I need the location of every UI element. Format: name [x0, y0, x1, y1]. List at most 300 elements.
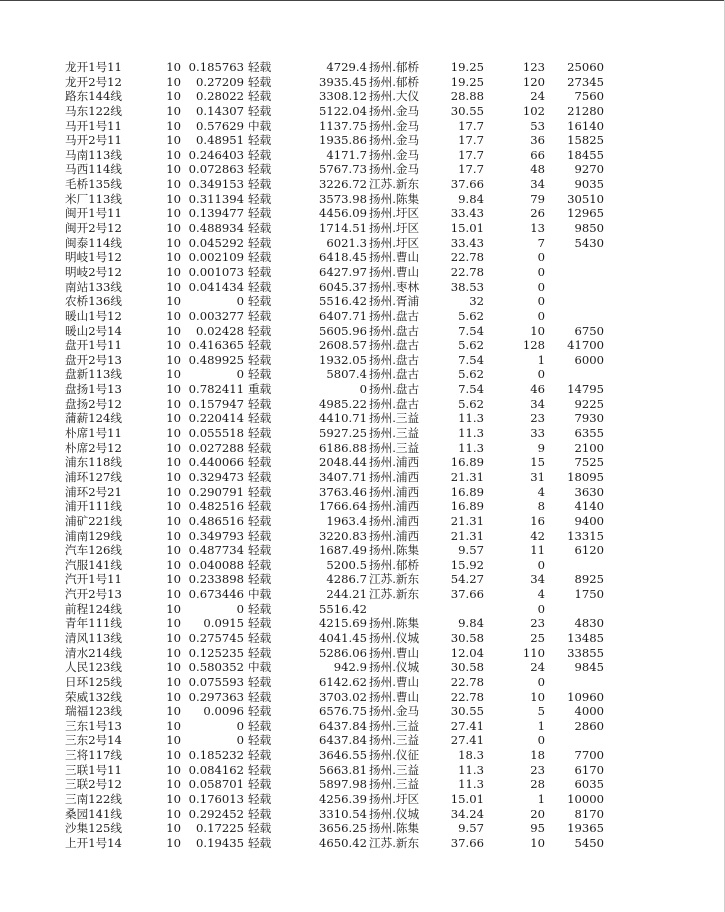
table-row	[0, 499, 725, 514]
voltage-cell: 10	[166, 250, 181, 265]
load-rate-cell: 0.27209	[196, 74, 244, 89]
line-name-cell: 农桥136线	[65, 294, 122, 309]
distance-cell: 37.66	[450, 587, 484, 602]
load-status-cell: 轻载	[248, 338, 272, 353]
line-name-cell: 马南113线	[65, 147, 122, 162]
load-status-cell: 轻载	[248, 323, 272, 338]
load-rate-cell: 0.001073	[188, 264, 244, 279]
distance-cell: 33.43	[450, 206, 484, 221]
voltage-cell: 10	[166, 118, 181, 133]
load-status-cell: 轻载	[248, 499, 272, 514]
voltage-cell: 10	[166, 206, 181, 221]
value-cell: 6186.88	[319, 440, 367, 455]
voltage-cell: 10	[166, 89, 181, 104]
area-cell: 扬州.盘古	[369, 367, 420, 382]
line-name-cell: 浦环127线	[65, 469, 122, 484]
load-status-cell: 轻载	[248, 367, 272, 382]
load-status-cell: 轻载	[248, 513, 272, 528]
load-rate-cell: 0.673446	[188, 587, 244, 602]
count-cell: 53	[530, 118, 545, 133]
area-cell: 扬州.浦西	[369, 499, 420, 514]
load-status-cell: 重载	[248, 382, 272, 397]
voltage-cell: 10	[166, 835, 181, 850]
capacity-cell: 14795	[567, 382, 604, 397]
line-name-cell: 路东144线	[65, 89, 122, 104]
area-cell: 扬州.浦西	[369, 513, 420, 528]
area-cell: 扬州.仪城	[369, 806, 420, 821]
capacity-cell: 7700	[574, 748, 604, 763]
distance-cell: 54.27	[450, 572, 484, 587]
value-cell: 4215.69	[319, 616, 367, 631]
capacity-cell: 41700	[567, 338, 604, 353]
load-status-cell: 轻载	[248, 352, 272, 367]
load-rate-cell: 0.14307	[196, 103, 244, 118]
capacity-cell: 4140	[574, 499, 604, 514]
area-cell: 扬州.金马	[369, 103, 420, 118]
voltage-cell: 10	[166, 294, 181, 309]
distance-cell: 11.3	[458, 426, 484, 441]
line-name-cell: 马西114线	[65, 162, 122, 177]
area-cell: 扬州.三益	[369, 733, 420, 748]
area-cell: 扬州.三益	[369, 426, 420, 441]
count-cell: 0	[537, 733, 545, 748]
load-rate-cell: 0.19435	[196, 835, 244, 850]
load-status-cell: 轻载	[248, 733, 272, 748]
line-name-cell: 蒲薪124线	[65, 411, 122, 426]
load-status-cell: 轻载	[248, 162, 272, 177]
value-cell: 3703.02	[319, 689, 367, 704]
distance-cell: 27.41	[450, 718, 484, 733]
area-cell: 扬州.陈集	[369, 543, 420, 558]
distance-cell: 22.78	[450, 689, 484, 704]
distance-cell: 11.3	[458, 440, 484, 455]
line-name-cell: 闽开1号11	[65, 206, 122, 221]
table-row	[0, 367, 725, 382]
load-status-cell: 轻载	[248, 557, 272, 572]
line-name-cell: 盘开2号13	[65, 352, 122, 367]
capacity-cell: 13315	[567, 528, 604, 543]
load-status-cell: 中载	[248, 587, 272, 602]
count-cell: 23	[530, 616, 545, 631]
load-status-cell: 中载	[248, 660, 272, 675]
value-cell: 4256.39	[319, 792, 367, 807]
table-row	[0, 631, 725, 646]
voltage-cell: 10	[166, 279, 181, 294]
capacity-cell: 30510	[567, 191, 604, 206]
count-cell: 128	[522, 338, 545, 353]
value-cell: 3573.98	[319, 191, 367, 206]
distance-cell: 30.55	[450, 704, 484, 719]
line-name-cell: 清水214线	[65, 645, 122, 660]
value-cell: 3226.72	[319, 177, 367, 192]
table-row	[0, 265, 725, 280]
table-row	[0, 294, 725, 309]
distance-cell: 19.25	[450, 60, 484, 74]
line-name-cell: 米厂113线	[65, 191, 122, 206]
table-row	[0, 543, 725, 558]
voltage-cell: 10	[166, 411, 181, 426]
value-cell: 4985.22	[319, 396, 367, 411]
table-row	[0, 719, 725, 734]
voltage-cell: 10	[166, 572, 181, 587]
distance-cell: 7.54	[458, 382, 484, 397]
count-cell: 1	[537, 718, 545, 733]
line-name-cell: 暖山1号12	[65, 308, 122, 323]
area-cell: 扬州.金马	[369, 133, 420, 148]
value-cell: 4286.7	[326, 572, 367, 587]
voltage-cell: 10	[166, 147, 181, 162]
count-cell: 34	[530, 177, 545, 192]
capacity-cell: 9400	[574, 513, 604, 528]
line-name-cell: 沙集125线	[65, 821, 122, 836]
load-rate-cell: 0	[236, 294, 244, 309]
load-rate-cell: 0.003277	[188, 308, 244, 323]
count-cell: 4	[537, 587, 545, 602]
load-status-cell: 轻载	[248, 469, 272, 484]
line-name-cell: 朴席2号12	[65, 440, 122, 455]
line-name-cell: 盘扬1号13	[65, 382, 122, 397]
count-cell: 0	[537, 279, 545, 294]
value-cell: 6418.45	[319, 250, 367, 265]
table-row	[0, 89, 725, 104]
table-row	[0, 675, 725, 690]
table-row	[0, 324, 725, 339]
table-row	[0, 75, 725, 90]
load-rate-cell: 0	[236, 367, 244, 382]
line-name-cell: 南站133线	[65, 279, 122, 294]
voltage-cell: 10	[166, 704, 181, 719]
distance-cell: 5.62	[458, 367, 484, 382]
table-row	[0, 470, 725, 485]
area-cell: 江苏.新东	[369, 835, 420, 850]
count-cell: 46	[530, 382, 545, 397]
area-cell: 扬州.盘古	[369, 396, 420, 411]
area-cell: 扬州.盘古	[369, 308, 420, 323]
capacity-cell: 9035	[574, 177, 604, 192]
load-rate-cell: 0.0096	[203, 704, 244, 719]
voltage-cell: 10	[166, 792, 181, 807]
capacity-cell: 9270	[574, 162, 604, 177]
load-rate-cell: 0.246403	[188, 147, 244, 162]
line-name-cell: 清风113线	[65, 630, 122, 645]
count-cell: 95	[530, 821, 545, 836]
line-name-cell: 青年111线	[65, 616, 122, 631]
area-cell: 扬州.曹山	[369, 689, 420, 704]
area-cell: 扬州.曹山	[369, 645, 420, 660]
table-row	[0, 455, 725, 470]
distance-cell: 9.84	[458, 191, 484, 206]
voltage-cell: 10	[166, 352, 181, 367]
value-cell: 4041.45	[319, 630, 367, 645]
line-name-cell: 明岐1号12	[65, 250, 122, 265]
load-rate-cell: 0.045292	[188, 235, 244, 250]
voltage-cell: 10	[166, 60, 181, 74]
load-rate-cell: 0.002109	[188, 250, 244, 265]
value-cell: 6045.37	[319, 279, 367, 294]
count-cell: 0	[537, 264, 545, 279]
voltage-cell: 10	[166, 235, 181, 250]
count-cell: 16	[530, 513, 545, 528]
value-cell: 1963.4	[326, 513, 367, 528]
voltage-cell: 10	[166, 674, 181, 689]
count-cell: 11	[530, 543, 545, 558]
distance-cell: 15.01	[450, 792, 484, 807]
area-cell: 扬州.陈集	[369, 616, 420, 631]
count-cell: 13	[530, 221, 545, 236]
distance-cell: 9.84	[458, 616, 484, 631]
load-status-cell: 轻载	[248, 60, 272, 74]
line-name-cell: 汽车126线	[65, 543, 122, 558]
distance-cell: 17.7	[458, 118, 484, 133]
voltage-cell: 10	[166, 718, 181, 733]
area-cell: 扬州.仪征	[369, 748, 420, 763]
distance-cell: 30.58	[450, 660, 484, 675]
table-row	[0, 441, 725, 456]
count-cell: 0	[537, 294, 545, 309]
load-rate-cell: 0.349793	[188, 528, 244, 543]
value-cell: 5516.42	[319, 294, 367, 309]
value-cell: 6437.84	[319, 718, 367, 733]
table-row	[0, 807, 725, 822]
line-name-cell: 日环125线	[65, 674, 122, 689]
capacity-cell: 13485	[567, 630, 604, 645]
distance-cell: 16.89	[450, 499, 484, 514]
line-name-cell: 三南122线	[65, 792, 122, 807]
area-cell: 扬州.三益	[369, 718, 420, 733]
line-name-cell: 上开1号14	[65, 835, 122, 850]
table-row	[0, 748, 725, 763]
line-name-cell: 前程124线	[65, 601, 122, 616]
table-row	[0, 177, 725, 192]
load-rate-cell: 0.290791	[188, 484, 244, 499]
area-cell: 扬州.曹山	[369, 674, 420, 689]
area-cell: 扬州.三益	[369, 762, 420, 777]
capacity-cell: 6170	[574, 762, 604, 777]
capacity-cell: 4000	[574, 704, 604, 719]
distance-cell: 5.62	[458, 396, 484, 411]
capacity-cell: 9850	[574, 221, 604, 236]
distance-cell: 22.78	[450, 264, 484, 279]
value-cell: 6427.97	[319, 264, 367, 279]
load-status-cell: 轻载	[248, 792, 272, 807]
load-status-cell: 轻载	[248, 572, 272, 587]
capacity-cell: 5450	[574, 835, 604, 850]
load-rate-cell: 0.157947	[188, 396, 244, 411]
distance-cell: 15.92	[450, 557, 484, 572]
distance-cell: 11.3	[458, 762, 484, 777]
area-cell: 扬州.三益	[369, 777, 420, 792]
value-cell: 2048.44	[319, 455, 367, 470]
voltage-cell: 10	[166, 382, 181, 397]
load-status-cell: 轻载	[248, 616, 272, 631]
capacity-cell: 21280	[567, 103, 604, 118]
distance-cell: 21.31	[450, 513, 484, 528]
line-name-cell: 瑞福123线	[65, 704, 122, 719]
load-rate-cell: 0.055518	[188, 426, 244, 441]
line-name-cell: 浦开111线	[65, 499, 122, 514]
area-cell: 扬州.浦西	[369, 484, 420, 499]
area-cell: 扬州.盘古	[369, 323, 420, 338]
load-rate-cell: 0.349153	[188, 177, 244, 192]
value-cell: 3407.71	[319, 469, 367, 484]
distance-cell: 37.66	[450, 177, 484, 192]
load-rate-cell: 0.486516	[188, 513, 244, 528]
load-status-cell: 轻载	[248, 103, 272, 118]
voltage-cell: 10	[166, 440, 181, 455]
voltage-cell: 10	[166, 806, 181, 821]
count-cell: 123	[522, 60, 545, 74]
table-row	[0, 60, 725, 75]
area-cell: 扬州.仪城	[369, 660, 420, 675]
distance-cell: 21.31	[450, 528, 484, 543]
load-status-cell: 中载	[248, 118, 272, 133]
count-cell: 7	[537, 235, 545, 250]
value-cell: 3763.46	[319, 484, 367, 499]
count-cell: 110	[522, 645, 545, 660]
capacity-cell: 18095	[567, 469, 604, 484]
table-row	[0, 602, 725, 617]
load-rate-cell: 0.220414	[188, 411, 244, 426]
line-name-cell: 马东122线	[65, 103, 122, 118]
line-name-cell: 马开2号11	[65, 133, 122, 148]
count-cell: 120	[522, 74, 545, 89]
line-name-cell: 毛桥135线	[65, 177, 122, 192]
table-row	[0, 309, 725, 324]
area-cell: 扬州.金马	[369, 162, 420, 177]
area-cell: 扬州.郁桥	[369, 60, 420, 74]
value-cell: 5927.25	[319, 426, 367, 441]
table-row	[0, 836, 725, 851]
load-rate-cell: 0.297363	[188, 689, 244, 704]
distance-cell: 19.25	[450, 74, 484, 89]
table-row	[0, 646, 725, 661]
capacity-cell: 33855	[567, 645, 604, 660]
distance-cell: 11.3	[458, 777, 484, 792]
count-cell: 20	[530, 806, 545, 821]
load-rate-cell: 0.041434	[188, 279, 244, 294]
line-name-cell: 三联1号11	[65, 762, 122, 777]
voltage-cell: 10	[166, 557, 181, 572]
load-rate-cell: 0.487734	[188, 543, 244, 558]
table-row	[0, 236, 725, 251]
distance-cell: 7.54	[458, 352, 484, 367]
table-row	[0, 616, 725, 631]
voltage-cell: 10	[166, 777, 181, 792]
distance-cell: 37.66	[450, 835, 484, 850]
voltage-cell: 10	[166, 484, 181, 499]
line-name-cell: 龙开2号12	[65, 74, 122, 89]
line-name-cell: 盘新113线	[65, 367, 122, 382]
value-cell: 3935.45	[319, 74, 367, 89]
count-cell: 23	[530, 762, 545, 777]
voltage-cell: 10	[166, 513, 181, 528]
line-name-cell: 盘开1号11	[65, 338, 122, 353]
capacity-cell: 3630	[574, 484, 604, 499]
distance-cell: 27.41	[450, 733, 484, 748]
line-name-cell: 三联2号12	[65, 777, 122, 792]
distance-cell: 17.7	[458, 162, 484, 177]
distance-cell: 30.55	[450, 103, 484, 118]
load-status-cell: 轻载	[248, 821, 272, 836]
capacity-cell: 7560	[574, 89, 604, 104]
area-cell: 扬州.三益	[369, 411, 420, 426]
count-cell: 24	[530, 660, 545, 675]
line-name-cell: 暖山2号14	[65, 323, 122, 338]
area-cell: 扬州.曹山	[369, 250, 420, 265]
value-cell: 5122.04	[319, 103, 367, 118]
load-status-cell: 轻载	[248, 704, 272, 719]
line-name-cell: 汽开1号11	[65, 572, 122, 587]
capacity-cell: 8170	[574, 806, 604, 821]
load-rate-cell: 0.084162	[188, 762, 244, 777]
voltage-cell: 10	[166, 264, 181, 279]
distance-cell: 34.24	[450, 806, 484, 821]
distance-cell: 30.58	[450, 630, 484, 645]
value-cell: 3656.25	[319, 821, 367, 836]
value-cell: 244.21	[326, 587, 367, 602]
count-cell: 79	[530, 191, 545, 206]
load-status-cell: 轻载	[248, 221, 272, 236]
load-status-cell: 轻载	[248, 630, 272, 645]
area-cell: 扬州.金马	[369, 118, 420, 133]
area-cell: 扬州.大仪	[369, 89, 420, 104]
load-rate-cell: 0.139477	[188, 206, 244, 221]
voltage-cell: 10	[166, 323, 181, 338]
count-cell: 8	[537, 499, 545, 514]
table-row	[0, 119, 725, 134]
count-cell: 15	[530, 455, 545, 470]
line-name-cell: 三东2号14	[65, 733, 122, 748]
distance-cell: 12.04	[450, 645, 484, 660]
capacity-cell: 7525	[574, 455, 604, 470]
capacity-cell: 9225	[574, 396, 604, 411]
voltage-cell: 10	[166, 455, 181, 470]
value-cell: 4456.09	[319, 206, 367, 221]
count-cell: 0	[537, 308, 545, 323]
top-border	[0, 0, 725, 1]
value-cell: 4650.42	[319, 835, 367, 850]
value-cell: 0	[359, 382, 367, 397]
line-name-cell: 朴席1号11	[65, 426, 122, 441]
load-rate-cell: 0.782411	[188, 382, 244, 397]
load-rate-cell: 0.0915	[203, 616, 244, 631]
voltage-cell: 10	[166, 338, 181, 353]
count-cell: 9	[537, 440, 545, 455]
capacity-cell: 10960	[567, 689, 604, 704]
value-cell: 3646.55	[319, 748, 367, 763]
value-cell: 942.9	[333, 660, 367, 675]
distance-cell: 38.53	[450, 279, 484, 294]
capacity-cell: 9845	[574, 660, 604, 675]
capacity-cell: 1750	[574, 587, 604, 602]
distance-cell: 9.57	[458, 821, 484, 836]
voltage-cell: 10	[166, 601, 181, 616]
count-cell: 10	[530, 689, 545, 704]
capacity-cell: 6750	[574, 323, 604, 338]
capacity-cell: 27345	[567, 74, 604, 89]
load-status-cell: 轻载	[248, 543, 272, 558]
value-cell: 1137.75	[319, 118, 367, 133]
load-status-cell: 轻载	[248, 74, 272, 89]
table-row	[0, 192, 725, 207]
value-cell: 6142.62	[319, 674, 367, 689]
load-status-cell: 轻载	[248, 674, 272, 689]
value-cell: 5286.06	[319, 645, 367, 660]
table-row	[0, 763, 725, 778]
voltage-cell: 10	[166, 308, 181, 323]
voltage-cell: 10	[166, 616, 181, 631]
count-cell: 1	[537, 792, 545, 807]
